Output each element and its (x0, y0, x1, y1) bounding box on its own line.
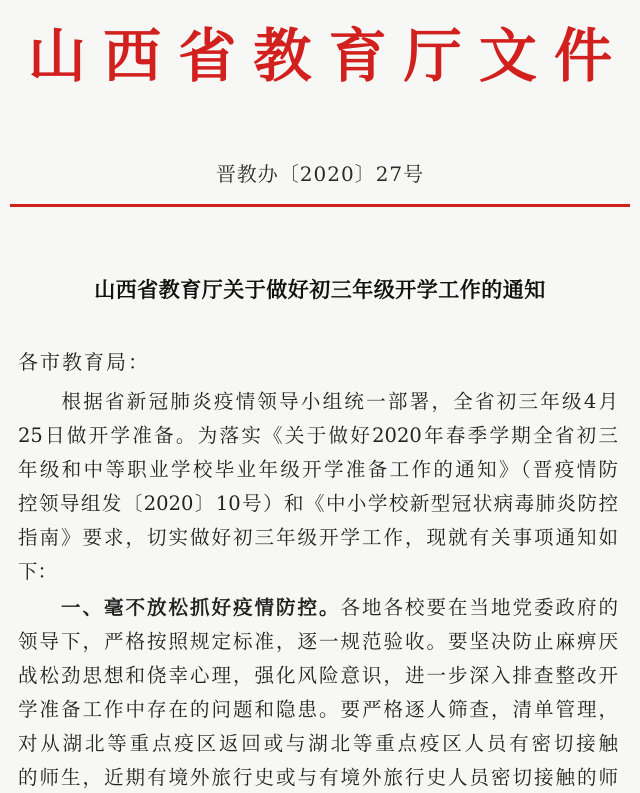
section-text: 各地各校要在当地党委政府的 (340, 596, 618, 619)
section-heading-line (18, 592, 618, 620)
body-line: 学准备工作中存在的问题和隐患。要严格逐人筛查，清单管理， (18, 698, 618, 721)
masthead-char: 育 (328, 22, 387, 90)
document-number: 晋教办〔2020〕27号 (215, 162, 425, 186)
body-line: 25日做开学准备。为落实《关于做好2020年春季学期全省初三 (18, 424, 618, 447)
body-line: 下： (18, 560, 58, 583)
masthead-char: 山 (28, 22, 87, 90)
document-masthead (28, 18, 612, 94)
document-title: 山西省教育厅关于做好初三年级开学工作的通知 (94, 278, 546, 302)
masthead-char: 厅 (403, 22, 462, 90)
body-line: 对从湖北等重点疫区返回或与湖北等重点疫区人员有密切接触 (18, 732, 618, 755)
masthead-char: 教 (253, 22, 312, 90)
body-line: 根据省新冠肺炎疫情领导小组统一部署，全省初三年级4月 (18, 390, 618, 413)
body-line: 年级和中等职业学校毕业年级开学准备工作的通知》（晋疫情防 (18, 458, 618, 481)
body-line: 控领导组发〔2020〕10号）和《中小学校新型冠状病毒肺炎防控 (18, 492, 618, 515)
body-line: 领导下，严格按照规定标准，逐一规范验收。要坚决防止麻痹厌 (18, 630, 618, 653)
body-line: 战松劲思想和侥幸心理，强化风险意识，进一步深入排查整改开 (18, 664, 618, 687)
body-line: 的师生，近期有境外旅行史或与有境外旅行史人员密切接触的师 (18, 766, 618, 789)
masthead-char: 件 (553, 22, 612, 90)
masthead-char: 文 (478, 22, 537, 90)
red-divider-line (10, 204, 630, 207)
section-heading: 一、毫不放松抓好疫情防控。 (18, 596, 341, 619)
addressee: 各市教育局： (18, 350, 150, 374)
masthead-char: 西 (103, 22, 162, 90)
body-line: 指南》要求，切实做好初三年级开学工作，现就有关事项通知如 (18, 526, 618, 549)
masthead-char: 省 (178, 22, 237, 90)
